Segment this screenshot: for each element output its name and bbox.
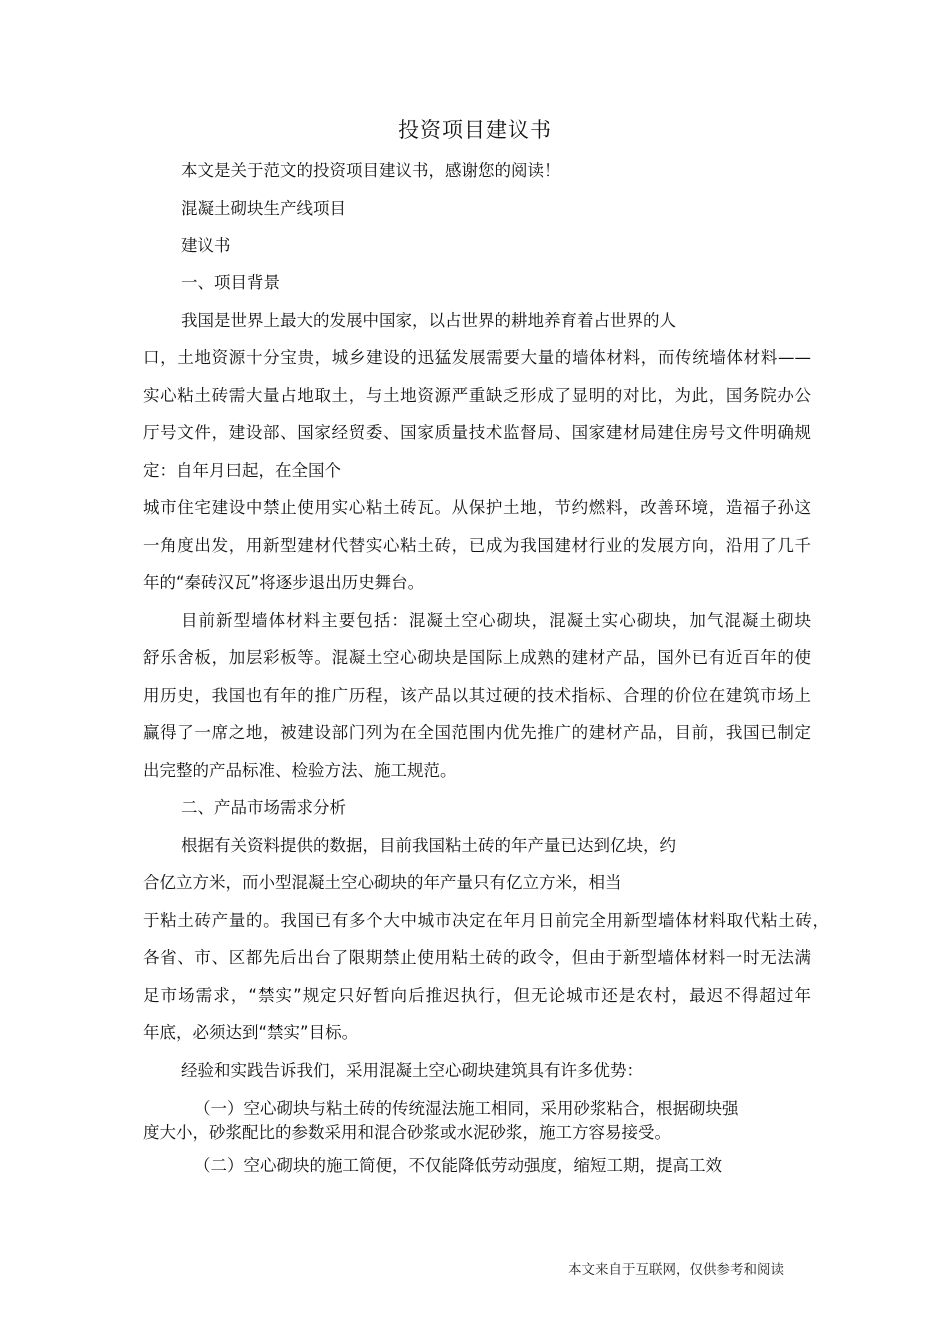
paragraph-line: 出完整的产品标准、检验方法、施工规范。 [143,761,457,780]
paragraph-line: 各省、市、区都先后出台了限期禁止使用粘土砖的政令，但由于新型墙体材料一时无法满 [143,948,811,967]
paragraph-line: 厅号文件，建设部、国家经贸委、国家质量技术监督局、国家建材局建住房号文件明确规 [143,423,811,442]
paragraph-line: 合亿立方米，而小型混凝土空心砌块的年产量只有亿立方米，相当 [143,873,622,892]
list-item-continuation: 度大小，砂浆配比的参数采用和混合砂浆或水泥砂浆，施工方容易接受。 [143,1123,671,1142]
project-name: 混凝土砌块生产线项目 [181,199,346,218]
document-title: 投资项目建议书 [398,118,552,142]
paragraph-line: 舒乐舍板，加层彩板等。混凝土空心砌块是国际上成熟的建材产品，国外已有近百年的使 [143,648,811,667]
paragraph-line: 目前新型墙体材料主要包括：混凝土空心砌块，混凝土实心砌块，加气混凝土砌块 [181,611,811,630]
paragraph-line: 足市场需求，“禁实”规定只好暂向后推迟执行，但无论城市还是农村，最迟不得超过年 [143,986,811,1005]
paragraph-line: 用历史，我国也有年的推广历程，该产品以其过硬的技术指标、合理的价位在建筑市场上 [143,686,811,705]
paragraph-line: 年底，必须达到“禁实”目标。 [143,1023,359,1042]
footer-note: 本文来自于互联网，仅供参考和阅读 [568,1262,784,1278]
paragraph-line: 实心粘土砖需大量占地取土，与土地资源严重缺乏形成了显明的对比，为此，国务院办公 [143,386,811,405]
paragraph-line: 经验和实践告诉我们，采用混凝土空心砌块建筑具有许多优势： [181,1061,643,1080]
paragraph-line: 于粘土砖产量的。我国已有多个大中城市决定在年月日前完全用新型墙体材料取代粘土砖， [143,911,829,930]
list-item: （二）空心砌块的施工简便，不仅能降低劳动强度，缩短工期，提高工效 [194,1156,722,1175]
paragraph-line: 口，土地资源十分宝贵，城乡建设的迅猛发展需要大量的墙体材料，而传统墙体材料—— [143,348,811,367]
section-heading-market: 二、产品市场需求分析 [181,798,346,817]
list-item: （一）空心砌块与粘土砖的传统湿法施工相同，采用砂浆粘合，根据砌块强 [194,1099,739,1118]
paragraph-line: 我国是世界上最大的发展中国家，以占世界的耕地养育着占世界的人 [181,311,676,330]
intro-line: 本文是关于范文的投资项目建议书，感谢您的阅读！ [181,161,561,180]
subtitle: 建议书 [181,236,231,255]
section-heading-background: 一、项目背景 [181,273,280,292]
paragraph-line: 年的“秦砖汉瓦”将逐步退出历史舞台。 [143,573,425,592]
paragraph-line: 定：自年月曰起，在全国个 [143,461,341,480]
paragraph-line: 根据有关资料提供的数据，目前我国粘土砖的年产量已达到亿块，约 [181,836,676,855]
paragraph-line: 城市住宅建设中禁止使用实心粘土砖瓦。从保护土地，节约燃料，改善环境，造福子孙这 [143,498,811,517]
paragraph-line: 一角度出发，用新型建材代替实心粘土砖，已成为我国建材行业的发展方向，沿用了几千 [143,536,811,555]
paragraph-line: 赢得了一席之地，被建设部门列为在全国范围内优先推广的建材产品，目前，我国已制定 [143,723,811,742]
